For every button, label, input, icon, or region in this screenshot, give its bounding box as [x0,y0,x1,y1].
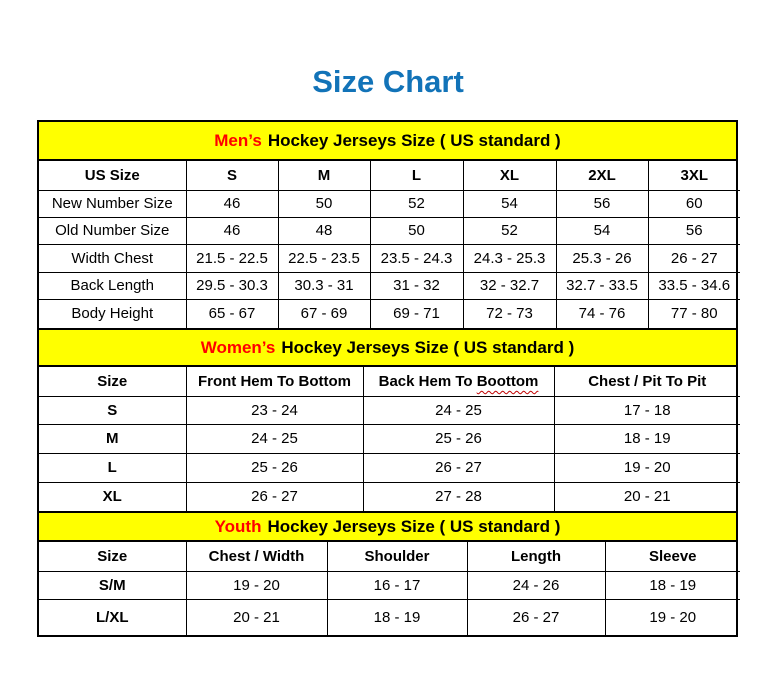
cell: 25 - 26 [363,424,554,453]
row-label: Old Number Size [39,217,186,244]
cell: 46 [186,190,278,217]
cell: 25.3 - 26 [556,244,648,272]
youth-highlight: Youth [214,516,262,536]
mens-section-title: Hockey Jerseys Size ( US standard ) [267,130,561,150]
cell: 19 - 20 [186,571,327,599]
cell: 77 - 80 [648,299,740,328]
cell: 27 - 28 [363,482,554,511]
column-header: Length [467,542,605,571]
column-header: L [370,161,463,190]
cell: 23.5 - 24.3 [370,244,463,272]
size-chart-table [37,120,738,637]
cell: 24.3 - 25.3 [463,244,556,272]
womens-header-row [39,367,740,396]
cell: 16 - 17 [327,571,467,599]
youth-section-title: Hockey Jerseys Size ( US standard ) [267,516,561,536]
cell: 20 - 21 [554,482,740,511]
cell: 19 - 20 [605,599,740,635]
mens-section-header [39,122,736,161]
cell: 26 - 27 [363,453,554,482]
column-header: Front Hem To Bottom [186,367,363,396]
column-header: M [278,161,370,190]
cell: 25 - 26 [186,453,363,482]
table-row [39,244,740,272]
row-label: S [39,396,186,424]
column-header: Sleeve [605,542,740,571]
cell: 29.5 - 30.3 [186,272,278,299]
womens-highlight: Women’s [200,337,276,357]
column-header: Chest / Pit To Pit [554,367,740,396]
cell: 46 [186,217,278,244]
row-label: New Number Size [39,190,186,217]
cell: 52 [463,217,556,244]
column-header: S [186,161,278,190]
row-label: L [39,453,186,482]
cell: 26 - 27 [648,244,740,272]
cell: 22.5 - 23.5 [278,244,370,272]
cell: 17 - 18 [554,396,740,424]
cell: 24 - 25 [186,424,363,453]
cell: 74 - 76 [556,299,648,328]
row-label: S/M [39,571,186,599]
cell: 72 - 73 [463,299,556,328]
cell: 69 - 71 [370,299,463,328]
table-row [39,453,740,482]
mens-header-row [39,161,740,190]
column-header: XL [463,161,556,190]
youth-header-row [39,542,740,571]
row-label: Back Length [39,272,186,299]
table-row [39,299,740,328]
cell: 24 - 25 [363,396,554,424]
column-header: 3XL [648,161,740,190]
back-hem-prefix: Back Hem To [378,372,473,390]
cell: 33.5 - 34.6 [648,272,740,299]
cell: 32 - 32.7 [463,272,556,299]
row-label: M [39,424,186,453]
cell: 21.5 - 22.5 [186,244,278,272]
cell: 48 [278,217,370,244]
table-row [39,217,740,244]
page-title: Size Chart [312,64,464,99]
table-row [39,571,740,599]
cell: 18 - 19 [605,571,740,599]
cell: 23 - 24 [186,396,363,424]
cell: 26 - 27 [186,482,363,511]
cell: 56 [556,190,648,217]
mens-highlight: Men’s [214,130,262,150]
mens-table [39,161,740,328]
row-label: L/XL [39,599,186,635]
row-label: XL [39,482,186,511]
column-header: US Size [39,161,186,190]
cell: 50 [370,217,463,244]
womens-table [39,367,740,511]
cell: 20 - 21 [186,599,327,635]
cell: 26 - 27 [467,599,605,635]
cell: 24 - 26 [467,571,605,599]
misspelled-word-squiggle: Boottom [476,372,539,390]
cell: 65 - 67 [186,299,278,328]
cell: 19 - 20 [554,453,740,482]
column-header: Shoulder [327,542,467,571]
cell: 30.3 - 31 [278,272,370,299]
cell: 60 [648,190,740,217]
row-label: Width Chest [39,244,186,272]
youth-section-header [39,511,736,542]
table-row [39,272,740,299]
cell: 52 [370,190,463,217]
table-row [39,482,740,511]
cell: 32.7 - 33.5 [556,272,648,299]
cell: 67 - 69 [278,299,370,328]
womens-section-title: Hockey Jerseys Size ( US standard ) [281,337,575,357]
cell: 54 [463,190,556,217]
cell: 56 [648,217,740,244]
table-row [39,396,740,424]
column-header: Size [39,542,186,571]
column-header: Chest / Width [186,542,327,571]
table-row [39,190,740,217]
womens-section-header [39,328,736,367]
cell: 50 [278,190,370,217]
cell: 18 - 19 [554,424,740,453]
table-row [39,424,740,453]
youth-table [39,542,740,635]
column-header: 2XL [556,161,648,190]
table-row [39,599,740,635]
cell: 31 - 32 [370,272,463,299]
cell: 18 - 19 [327,599,467,635]
column-header: Size [39,367,186,396]
column-header-misspelled [363,367,554,396]
cell: 54 [556,217,648,244]
row-label: Body Height [39,299,186,328]
